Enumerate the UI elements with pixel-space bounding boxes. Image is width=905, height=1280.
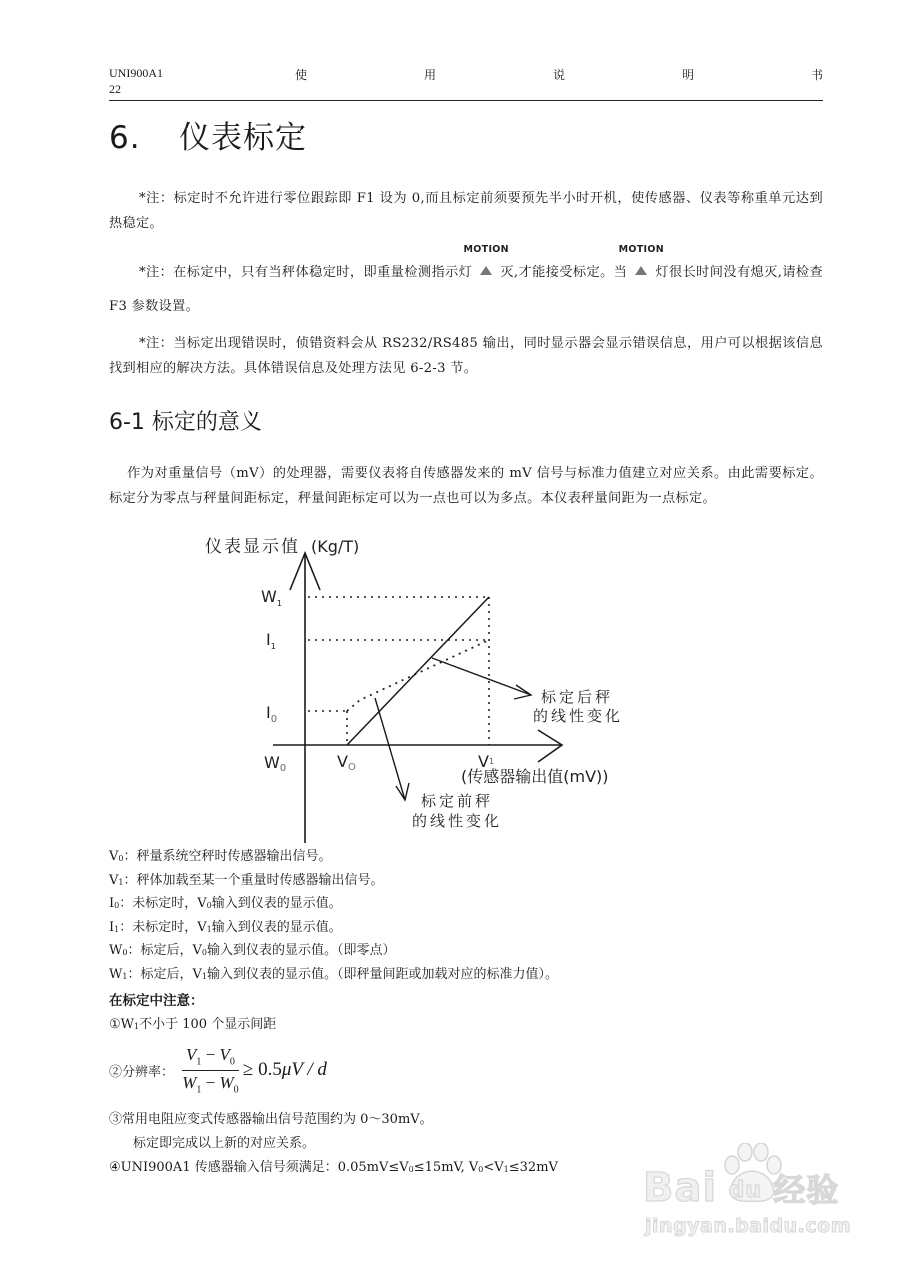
- motion-label: MOTION: [463, 244, 509, 255]
- after-annotation-arrow: [432, 658, 531, 695]
- watermark-brand: Bai du 经验: [643, 1165, 840, 1211]
- motion-label: MOTION: [618, 244, 664, 255]
- x-axis-arrow-icon: [538, 730, 562, 762]
- motion-indicator: [463, 244, 509, 290]
- motion-triangle-icon: [635, 266, 647, 275]
- definition-item: $W_1$：标定后，$V_1$输入到仪表的显示值。（即秤量间距或加载对应的标准力值）。: [109, 966, 558, 982]
- note-item-3-continuation: 标定即完成以上新的对应关系。: [133, 1136, 316, 1151]
- section-body: [109, 461, 823, 511]
- header-title-char: 使: [295, 68, 308, 82]
- y-axis-arrow-icon: [290, 553, 320, 590]
- tick-w0: W0: [264, 753, 287, 774]
- page-header: [109, 66, 823, 100]
- note-item-3: ③常用电阻应变式传感器输出信号范围约为 0～30mV。: [109, 1112, 433, 1127]
- before-calibration-line: [347, 640, 489, 711]
- tick-i0: $I_0$: [266, 703, 278, 725]
- header-title-char: 明: [681, 68, 694, 82]
- note-paragraph-3: [109, 331, 823, 381]
- notes-title: 在标定中注意：: [109, 993, 204, 1009]
- after-label-line2: 的线性变化: [533, 707, 624, 725]
- note-text: *注：标定时不允许进行零位跟踪即 F1 设为 0,而且标定前须要预先半小时开机，使传感器、仪表等称重单元达到热稳定。: [109, 191, 823, 231]
- chapter-title-text: 仪表标定: [179, 120, 307, 156]
- symbol-definitions: [109, 846, 558, 987]
- note-text: *注：当标定出现错误时，侦错资料会从 RS232/RS485 输出，同时显示器会显示错误信息，用户可以根据该信息找到相应的解决方法。具体错误信息及处理方法见 6-2-3 节。: [109, 336, 823, 376]
- note-text-part2: 灭,才能接受标定。当: [500, 265, 628, 280]
- tick-i1: $I_1$: [266, 630, 276, 651]
- definition-item: $I_0$：未标定时，$V_0$输入到仪表的显示值。: [109, 896, 342, 911]
- tick-v1: V1: [478, 752, 495, 771]
- watermark-url: jingyan.baidu.com: [645, 1215, 851, 1237]
- tick-w1: $W_1$: [261, 587, 282, 608]
- header-divider: [109, 100, 823, 101]
- tick-v0: VO: [337, 752, 356, 773]
- y-axis-unit: (Kg/T): [311, 537, 360, 556]
- resolution-formula: [109, 1044, 327, 1096]
- motion-triangle-icon: [480, 266, 492, 275]
- guide-lines: [308, 597, 489, 745]
- definition-item: $W_0$：标定后，$V_0$输入到仪表的显示值。（即零点）: [109, 943, 396, 958]
- definition-item: $V_1$：秤体加载至某一个重量时传感器输出信号。: [109, 872, 384, 888]
- note-paragraph-2: [109, 244, 823, 324]
- chapter-number: 6.: [109, 120, 141, 156]
- header-page-number: 22: [109, 82, 121, 96]
- formula-numerator: $V_1 - V_0$: [182, 1045, 239, 1070]
- before-annotation-arrow: [375, 698, 405, 800]
- header-title: [295, 66, 823, 83]
- header-title-char: 书: [810, 68, 823, 82]
- baidu-watermark: [643, 1143, 883, 1238]
- note-item-1: $①W_1$不小于 100 个显示间距: [109, 1017, 277, 1032]
- note-text-part3: 灯很长时间没有熄灭,请检查 F3 参数设置。: [109, 265, 823, 314]
- formula-fraction: [182, 1045, 239, 1095]
- note-text-part1: *注：在标定中，只有当秤体稳定时，即重量检测指示灯: [139, 265, 473, 280]
- header-title-char: 用: [423, 68, 436, 82]
- after-arrowhead-icon: [514, 685, 531, 699]
- definition-item: $V_0$：秤量系统空秤时传感器输出信号。: [109, 849, 332, 864]
- note-paragraph-1: [109, 186, 823, 236]
- y-axis-label: 仪表显示值: [205, 537, 300, 557]
- after-label-line1: 标定后秤: [541, 688, 614, 706]
- after-calibration-line: [347, 597, 489, 745]
- definition-item: $I_1$：未标定时，$V_1$输入到仪表的显示值。: [109, 919, 342, 935]
- x-axis-label: (传感器输出值(mV)): [461, 767, 609, 786]
- before-label-line1: 标定前秤: [421, 792, 494, 810]
- header-title-char: 说: [552, 68, 565, 82]
- note-item-4: ④UNI900A1 传感器输入信号须满足：$0.05mV\le V_0\le 15mV$, $V_0<V_1\le 32mV$: [109, 1160, 558, 1175]
- before-arrowhead-icon: [396, 783, 409, 800]
- section-body-text: 作为对重量信号（mV）的处理器，需要仪表将自传感器发来的 mV 信号与标准力值建立对应关系。由此需要标定。标定分为零点与秤量间距标定，秤量间距标定可以为一点也可以为多点。本仪表秤量间距为一点标定。: [109, 466, 823, 506]
- section-title: 6-1 标定的意义: [109, 410, 262, 435]
- motion-indicator: [618, 244, 664, 290]
- formula-rhs: ≥ 0.5μV / d: [242, 1059, 327, 1080]
- formula-denominator: $W_1 - W_0$: [182, 1072, 239, 1095]
- formula-prefix: ②分辨率：: [109, 1064, 175, 1080]
- header-model: UNI900A1: [109, 66, 163, 80]
- chapter-title: [109, 112, 307, 157]
- before-label-line2: 的线性变化: [412, 812, 503, 830]
